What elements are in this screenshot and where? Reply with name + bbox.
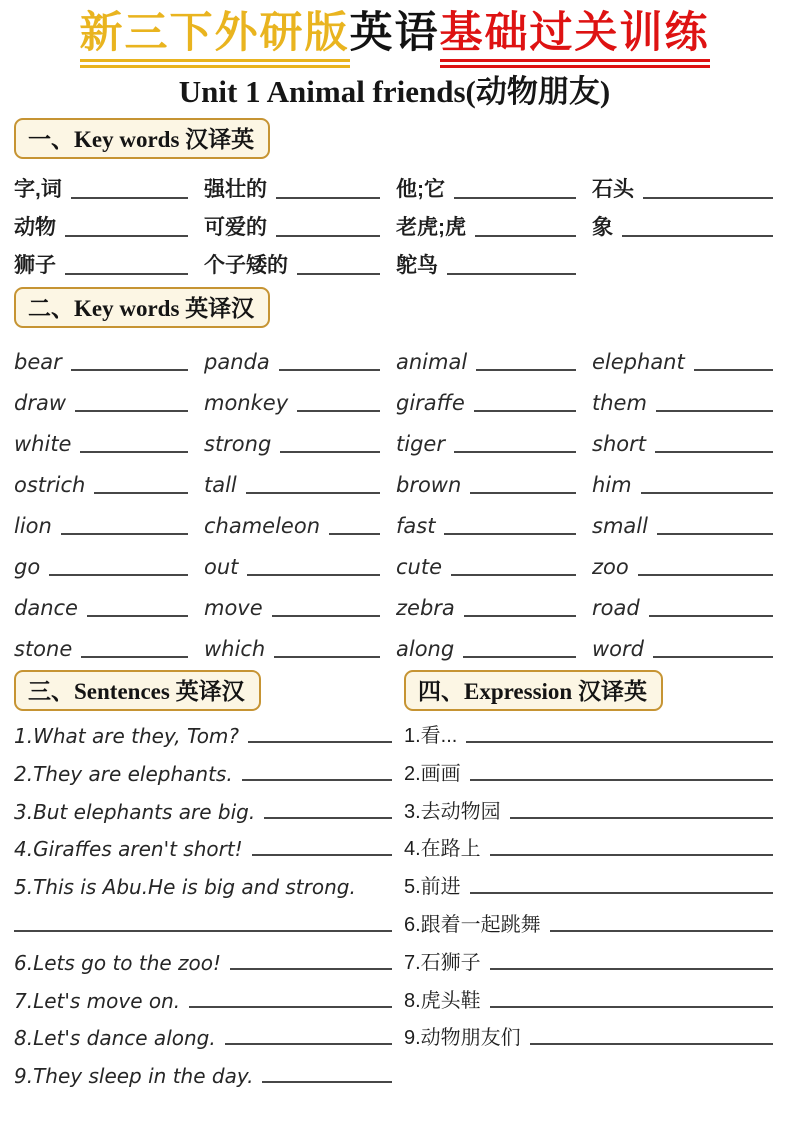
word-row — [14, 539, 775, 580]
section-2-header: 二、Key words 英译汉 — [14, 287, 270, 328]
word-label: zoo — [592, 554, 629, 579]
word-label: dance — [14, 595, 78, 620]
title-part-red: 基础过关训练 — [440, 10, 710, 68]
section-1-word-grid — [14, 165, 775, 279]
blank-line — [656, 410, 773, 412]
blank-line — [61, 533, 188, 535]
sentence-label: 5.This is Abu.He is big and strong. — [14, 875, 356, 900]
word-cell — [14, 241, 204, 279]
word-cell — [14, 334, 204, 375]
word-cell — [396, 416, 592, 457]
word-row — [14, 416, 775, 457]
word-cell — [14, 457, 204, 498]
blank-line — [276, 197, 380, 199]
word-label: 可爱的 — [204, 215, 267, 239]
blank-line — [242, 779, 392, 781]
expression-label: 3.去动物园 — [404, 800, 501, 823]
blank-line — [470, 779, 773, 781]
expression-row — [404, 710, 775, 748]
expression-row — [404, 1013, 775, 1051]
section-2-header-wrap — [14, 287, 775, 328]
expression-label: 7.石狮子 — [404, 951, 481, 974]
word-label: strong — [204, 431, 272, 456]
expression-label: 9.动物朋友们 — [404, 1027, 521, 1050]
sentence-row — [14, 748, 402, 786]
word-row — [14, 165, 775, 203]
word-cell — [204, 498, 396, 539]
word-cell — [14, 203, 204, 241]
blank-line — [246, 492, 380, 494]
blank-line — [622, 235, 773, 237]
sentence-label: 3.But elephants are big. — [14, 799, 256, 824]
word-label: 石头 — [592, 177, 634, 201]
word-label: 他;它 — [396, 177, 445, 201]
word-row — [14, 375, 775, 416]
expression-row — [404, 975, 775, 1013]
word-row — [14, 621, 775, 662]
word-cell — [592, 165, 775, 203]
blank-line — [466, 741, 773, 743]
word-cell — [204, 457, 396, 498]
expression-label: 6.跟着一起跳舞 — [404, 913, 541, 936]
word-label: move — [204, 595, 263, 620]
sentence-label: 2.They are elephants. — [14, 761, 233, 786]
sentence-label: 7.Let's move on. — [14, 988, 181, 1013]
word-label: 动物 — [14, 215, 56, 239]
expression-label: 4.在路上 — [404, 838, 481, 861]
word-label: out — [204, 554, 239, 579]
bottom-two-column-area — [14, 670, 775, 1088]
word-cell — [396, 539, 592, 580]
blank-line — [657, 533, 773, 535]
sentence-row — [14, 1050, 402, 1088]
blank-line — [444, 533, 576, 535]
section-1-header-wrap — [14, 118, 775, 159]
blank-line — [649, 615, 773, 617]
sentence-continuation-row — [14, 899, 402, 937]
word-cell — [396, 457, 592, 498]
word-row — [14, 334, 775, 375]
word-cell — [592, 334, 775, 375]
blank-line — [248, 741, 392, 743]
word-row — [14, 498, 775, 539]
blank-line — [476, 369, 576, 371]
word-label: 个子矮的 — [204, 253, 288, 277]
word-row — [14, 457, 775, 498]
word-label: giraffe — [396, 390, 465, 415]
blank-line — [65, 235, 188, 237]
blank-line — [550, 930, 773, 932]
blank-line — [279, 369, 380, 371]
title-part-yellow: 新三下外研版 — [80, 10, 350, 68]
blank-line — [230, 968, 392, 970]
sentence-label: 4.Giraffes aren't short! — [14, 837, 243, 862]
blank-line — [75, 410, 188, 412]
word-label: them — [592, 390, 647, 415]
blank-line — [280, 451, 380, 453]
section-4-header-wrap — [404, 670, 775, 710]
word-label: animal — [396, 349, 468, 374]
sentence-row — [14, 1013, 402, 1051]
blank-line — [454, 197, 576, 199]
blank-line — [490, 854, 773, 856]
sentence-label: 6.Lets go to the zoo! — [14, 950, 222, 975]
word-cell — [14, 580, 204, 621]
unit-subtitle: Unit 1 Animal friends(动物朋友) — [178, 74, 611, 110]
word-label: along — [396, 636, 455, 661]
word-label: go — [14, 554, 41, 579]
word-cell — [592, 203, 775, 241]
word-cell — [14, 375, 204, 416]
blank-line — [272, 615, 380, 617]
blank-line — [510, 817, 773, 819]
word-cell — [396, 165, 592, 203]
blank-line — [274, 656, 380, 658]
word-cell — [204, 416, 396, 457]
title-part-black: 英语 — [349, 10, 440, 57]
blank-line — [470, 492, 576, 494]
sentences-column — [14, 670, 402, 1088]
word-cell — [14, 498, 204, 539]
blank-line — [655, 451, 773, 453]
blank-line — [694, 369, 773, 371]
word-label: chameleon — [204, 513, 321, 538]
word-label: word — [592, 636, 644, 661]
blank-line — [71, 197, 188, 199]
word-label: 鸵鸟 — [396, 253, 438, 277]
blank-line — [490, 968, 773, 970]
blank-line — [653, 656, 773, 658]
word-label: tiger — [396, 431, 445, 456]
word-label: tall — [204, 472, 237, 497]
blank-line — [276, 235, 380, 237]
word-cell — [592, 416, 775, 457]
word-cell — [592, 539, 775, 580]
word-cell — [396, 498, 592, 539]
word-cell — [204, 375, 396, 416]
word-label: lion — [14, 513, 52, 538]
word-row — [14, 241, 775, 279]
section-4-header: 四、Expression 汉译英 — [404, 670, 663, 711]
sentence-row — [14, 824, 402, 862]
expression-row — [404, 937, 775, 975]
blank-line — [49, 574, 188, 576]
word-cell — [204, 203, 396, 241]
word-label: monkey — [204, 390, 289, 415]
word-cell — [204, 165, 396, 203]
blank-line — [297, 410, 380, 412]
word-label: small — [592, 513, 648, 538]
expressions-column — [402, 670, 775, 1088]
word-label: elephant — [592, 349, 685, 374]
word-cell — [14, 165, 204, 203]
word-cell — [204, 621, 396, 662]
word-label: brown — [396, 472, 462, 497]
blank-line — [247, 574, 380, 576]
expression-label: 8.虎头鞋 — [404, 989, 481, 1012]
expression-row — [404, 899, 775, 937]
expression-row — [404, 824, 775, 862]
word-label: fast — [396, 513, 436, 538]
word-cell-empty — [592, 241, 775, 279]
sentence-label: 8.Let's dance along. — [14, 1026, 216, 1051]
word-cell — [396, 203, 592, 241]
word-label: white — [14, 431, 72, 456]
sentence-row — [14, 975, 402, 1013]
word-row — [14, 203, 775, 241]
blank-line — [329, 533, 380, 535]
word-cell — [396, 621, 592, 662]
word-label: him — [592, 472, 632, 497]
word-label: 强壮的 — [204, 177, 267, 201]
sentence-row — [14, 861, 402, 899]
word-label: cute — [396, 554, 443, 579]
blank-line — [638, 574, 773, 576]
word-cell — [204, 580, 396, 621]
word-cell — [14, 539, 204, 580]
word-label: bear — [14, 349, 62, 374]
word-cell — [396, 241, 592, 279]
sentence-row — [14, 937, 402, 975]
word-cell — [592, 498, 775, 539]
blank-line — [530, 1043, 773, 1045]
expression-row — [404, 861, 775, 899]
expression-row — [404, 786, 775, 824]
blank-line — [71, 369, 188, 371]
sentence-label: 1.What are they, Tom? — [14, 723, 240, 748]
word-cell — [14, 621, 204, 662]
word-cell — [396, 334, 592, 375]
word-row — [14, 580, 775, 621]
blank-line — [474, 410, 576, 412]
word-label: 狮子 — [14, 253, 56, 277]
word-cell — [204, 241, 396, 279]
blank-line — [463, 656, 576, 658]
sentence-label: 9.They sleep in the day. — [14, 1064, 254, 1089]
word-cell — [204, 334, 396, 375]
blank-line — [643, 197, 773, 199]
blank-line — [297, 273, 380, 275]
blank-line — [264, 817, 392, 819]
word-cell — [396, 375, 592, 416]
blank-line — [454, 451, 576, 453]
word-cell — [14, 416, 204, 457]
word-cell — [592, 375, 775, 416]
word-cell — [592, 621, 775, 662]
blank-line — [490, 1006, 773, 1008]
word-label: short — [592, 431, 646, 456]
expression-row — [404, 748, 775, 786]
blank-line — [87, 615, 188, 617]
section-3-header-wrap — [14, 670, 402, 710]
word-label: 象 — [592, 215, 613, 239]
blank-line — [189, 1006, 392, 1008]
blank-line — [94, 492, 188, 494]
blank-line — [225, 1043, 392, 1045]
expression-label: 5.前进 — [404, 876, 461, 899]
word-label: panda — [204, 349, 270, 374]
blank-line — [641, 492, 773, 494]
word-cell — [592, 457, 775, 498]
section-1-header: 一、Key words 汉译英 — [14, 118, 270, 159]
blank-line — [65, 273, 188, 275]
blank-line — [464, 615, 576, 617]
word-label: 老虎;虎 — [396, 215, 466, 239]
sentence-row — [14, 786, 402, 824]
section-3-header: 三、Sentences 英译汉 — [14, 670, 261, 711]
blank-line — [80, 451, 188, 453]
blank-line — [14, 930, 392, 932]
blank-line — [470, 892, 773, 894]
expression-label: 1.看... — [404, 724, 458, 747]
blank-line — [262, 1081, 392, 1083]
sentence-row — [14, 710, 402, 748]
blank-line — [447, 273, 576, 275]
blank-line — [81, 656, 188, 658]
blank-line — [475, 235, 576, 237]
word-cell — [204, 539, 396, 580]
word-label: stone — [14, 636, 73, 661]
word-cell — [592, 580, 775, 621]
word-cell — [396, 580, 592, 621]
word-label: ostrich — [14, 472, 86, 497]
blank-line — [252, 854, 392, 856]
word-label: draw — [14, 390, 67, 415]
word-label: which — [204, 636, 266, 661]
page-title — [14, 10, 775, 58]
expression-label: 2.画画 — [404, 762, 461, 785]
blank-line — [451, 574, 576, 576]
word-label: zebra — [396, 595, 455, 620]
section-2-word-grid — [14, 334, 775, 662]
word-label: road — [592, 595, 640, 620]
word-label: 字,词 — [14, 177, 62, 201]
